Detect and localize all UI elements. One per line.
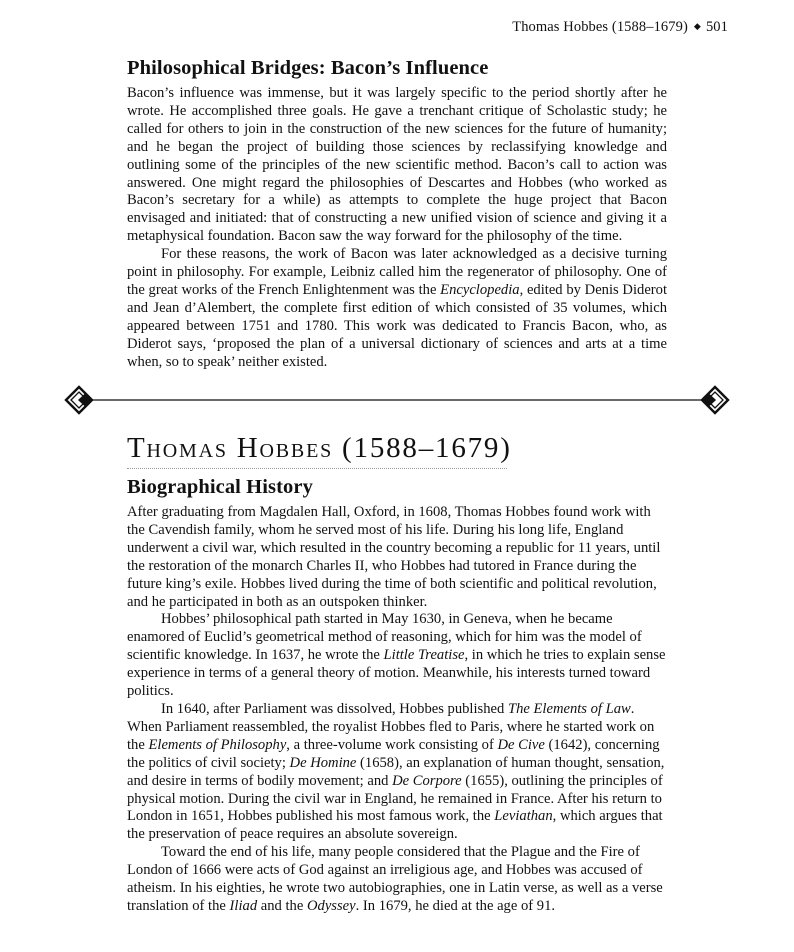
ornamental-divider — [60, 381, 734, 419]
left-diamond-ornament-icon — [66, 387, 92, 413]
text-run: . In 1679, he died at the age of 91. — [355, 897, 556, 914]
italic-title: Encyclopedia — [440, 281, 520, 298]
paragraph: Bacon’s influence was immense, but it was largely specific to the period shortly after he wrote. He accomplished three goals. He gave a trenchant critique of Scholastic study; he called for others to join in the construction of the new sciences for the future of humanity; and he began the project of building those sciences by reclassifying knowledge and outlining some of the principles of the new scientific method. Bacon’s call to action was answered. One might regard the philosophies of Descartes and Hobbes (who worked as Bacon’s secretary for a while) as attempts to complete the huge project that Bacon envisaged and initiated: that of constructing a new unified vision of science and giving it a metaphysical foundation. Bacon saw the way forward for the philosophy of the time. — [127, 85, 667, 245]
section-hobbes — [127, 430, 667, 916]
running-head — [512, 19, 728, 36]
text-run: Toward the end of his life, many people considered that the Plague and the Fire of London of 1666 were acts of God against an irreligious age, and Hobbes was accused of atheism. In his eighties, he wrote two autobiographies, one in Latin verse, as well as a verse translation of the — [127, 844, 663, 914]
text-run: Hobbes’ philosophical path started in May 1630, in Geneva, when he became enamored of Euclid’s geometrical method of reasoning, which for him was the model of scientific knowledge. In 1637, he wrote the — [127, 611, 642, 664]
italic-title: Leviathan — [494, 808, 553, 825]
page-number: 501 — [705, 19, 728, 35]
paragraph — [127, 611, 667, 701]
title-underline — [127, 468, 507, 469]
paragraph — [127, 246, 667, 371]
italic-title: The Elements of Law — [507, 700, 631, 717]
italic-title: Elements of Philosophy — [148, 736, 287, 753]
section-bacon-influence — [127, 56, 667, 372]
running-head-title: Thomas Hobbes (1588–1679) — [512, 19, 688, 35]
text-run: (1642), concerning the politics of civil society; — [127, 736, 660, 771]
italic-title: De Cive — [497, 736, 545, 753]
paragraph: After graduating from Magdalen Hall, Oxford, in 1608, Thomas Hobbes found work with the Cavendish family, whom he served most of his life. During his long life, England underwent a civil war, which resulted in the country becoming a republic for 11 years, until the restoration of the monarch Charles II, who Hobbes had tutored in France during the future king’s exile. Hobbes lived during the time of both scientific and political revolution, and he participated in both as an outspoken thinker. — [127, 504, 661, 610]
italic-title: Odyssey — [306, 897, 356, 914]
text-run: and the — [257, 897, 307, 914]
italic-title: Little Treatise — [383, 647, 465, 664]
text-run: For these reasons, the work of Bacon was later acknowledged as a decisive turning point in philosophy. For example, Leibniz called him the regenerator of philosophy. One of the great works of the French Enlightenment was the — [127, 246, 667, 298]
text-run: , in which he tries to explain sense experience in terms of a general theory of motion. Meanwhile, his interests turned toward politics. — [127, 647, 666, 700]
right-diamond-ornament-icon — [702, 387, 728, 413]
text-run: (1655), outlining the principles of physical motion. During the civil war in England, he remained in France. After his return to London in 1651, Hobbes published his most famous work, the — [127, 772, 663, 825]
italic-title: De Corpore — [392, 772, 462, 789]
text-run: , which argues that the preservation of peace requires an absolute sovereign. — [127, 808, 663, 843]
diamond-separator-icon: ◆ — [693, 21, 701, 31]
text-run: , a three-volume work consisting of — [286, 736, 498, 753]
chapter-title: Thomas Hobbes (1588–1679) — [127, 432, 512, 464]
italic-title: Iliad — [229, 897, 258, 914]
text-run: (1658), an explanation of human thought, sensation, and desire in terms of bodily movement; and — [127, 754, 665, 789]
text-run: In 1640, after Parliament was dissolved, Hobbes published — [161, 700, 508, 717]
paragraph — [127, 701, 667, 844]
section-heading-biography: Biographical History — [127, 476, 313, 498]
paragraph — [127, 844, 667, 916]
section-heading-bacon: Philosophical Bridges: Bacon’s Influence — [127, 57, 489, 79]
italic-title: De Homine — [289, 754, 357, 771]
text-run: . When Parliament reassembled, the royalist Hobbes fled to Paris, where he started work on the — [127, 700, 655, 753]
text-run: , edited by Denis Diderot and Jean d’Alembert, the complete first edition of which consisted of 35 volumes, which appeared between 1751 and 1780. This work was dedicated to Francis Bacon, who, as Diderot says, ‘proposed the plan of a universal dictionary of sciences and arts at a time when, so to speak’ neither existed. — [127, 281, 668, 370]
